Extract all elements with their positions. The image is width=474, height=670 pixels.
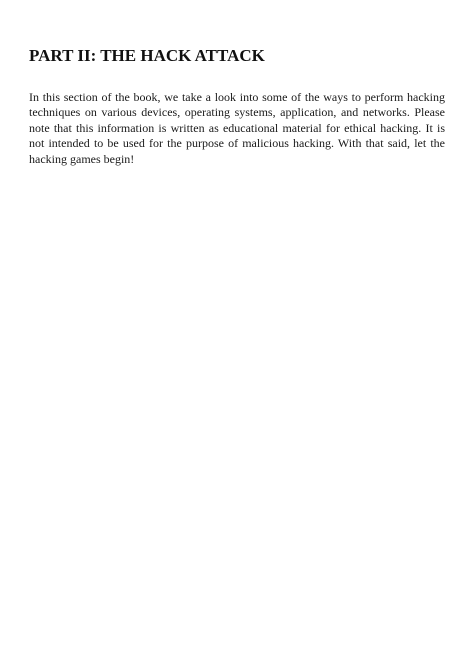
- section-heading: PART II: THE HACK ATTACK: [29, 46, 265, 65]
- intro-paragraph: In this section of the book, we take a look into some of the ways to perform hacking techniques on various devices, operating systems, application, and networks. Please note that this information is written as educational material for ethical hacking. It is not intended to be used for the purpose of malicious hacking. With that said, let the hacking games begin!: [29, 90, 445, 166]
